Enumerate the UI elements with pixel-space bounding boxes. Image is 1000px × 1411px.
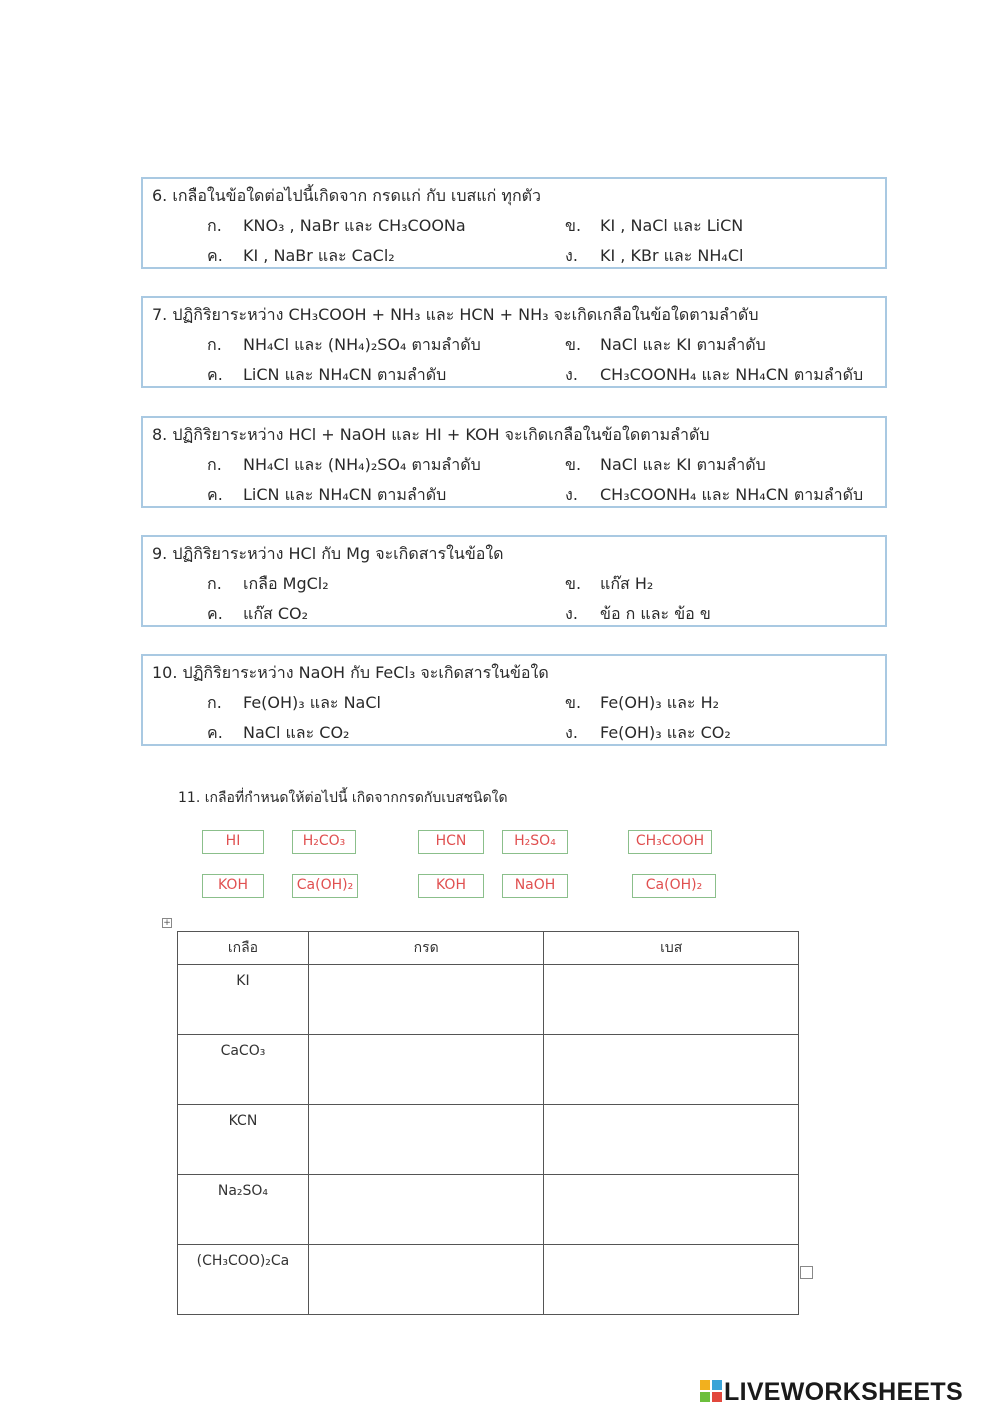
q6-option-d[interactable]: KI , KBr และ NH₄Cl [600,246,744,265]
q7-option-d[interactable]: CH₃COONH₄ และ NH₄CN ตามลำดับ [600,365,864,384]
brand-text: LIVEWORKSHEETS [724,1378,963,1406]
q10-option-c[interactable]: NaCl และ CO₂ [243,723,350,742]
table-resize-handle-icon[interactable] [800,1266,813,1279]
q10-option-a[interactable]: Fe(OH)₃ และ NaCl [243,693,381,712]
table-row [178,965,799,1035]
salt-cell: (CH₃COO)₂Ca [178,1245,309,1315]
question-7-box [141,296,887,388]
q8-option-a-label: ก. [207,455,222,474]
acid-drop-cell[interactable] [308,1105,544,1175]
q6-option-b[interactable]: KI , NaCl และ LiCN [600,216,744,235]
salt-cell: KCN [178,1105,309,1175]
q8-option-d[interactable]: CH₃COONH₄ และ NH₄CN ตามลำดับ [600,485,864,504]
q7-option-c-label: ค. [207,365,223,384]
table-row [178,1035,799,1105]
q7-option-a-label: ก. [207,335,222,354]
question-6-box [141,177,887,269]
acid-drop-cell[interactable] [308,1245,544,1315]
q7-option-b-label: ข. [565,335,582,354]
q8-option-c[interactable]: LiCN และ NH₄CN ตามลำดับ [243,485,447,504]
base-chip-koh-2[interactable]: KOH [418,874,484,898]
salt-cell: CaCO₃ [178,1035,309,1105]
q9-option-b[interactable]: แก๊ส H₂ [600,574,654,593]
salt-cell: Na₂SO₄ [178,1175,309,1245]
base-chip-caoh2-2[interactable]: Ca(OH)₂ [632,874,716,898]
q9-option-c-label: ค. [207,604,223,623]
q10-option-b-label: ข. [565,693,582,712]
acid-drop-cell[interactable] [308,1175,544,1245]
base-chip-naoh[interactable]: NaOH [502,874,568,898]
question-9-box [141,535,887,627]
acid-chip-h2co3[interactable]: H₂CO₃ [292,830,356,854]
q7-option-d-label: ง. [565,365,578,384]
q8-option-d-label: ง. [565,485,578,504]
question-9-stem: 9. ปฏิกิริยาระหว่าง HCl กับ Mg จะเกิดสารในข้อใด [152,544,504,563]
salt-cell: KI [178,965,309,1035]
question-8-stem: 8. ปฏิกิริยาระหว่าง HCl + NaOH และ HI + KOH จะเกิดเกลือในข้อใดตามลำดับ [152,425,710,444]
q10-option-c-label: ค. [207,723,223,742]
base-chip-koh-1[interactable]: KOH [202,874,264,898]
acid-chip-hi[interactable]: HI [202,830,264,854]
q9-option-b-label: ข. [565,574,582,593]
q7-option-c[interactable]: LiCN และ NH₄CN ตามลำดับ [243,365,447,384]
acid-drop-cell[interactable] [308,965,544,1035]
base-drop-cell[interactable] [544,1175,799,1245]
q6-option-c[interactable]: KI , NaBr และ CaCl₂ [243,246,395,265]
q8-option-b-label: ข. [565,455,582,474]
q9-option-c[interactable]: แก๊ส CO₂ [243,604,309,623]
q9-option-d[interactable]: ข้อ ก และ ข้อ ข [600,604,711,623]
q7-option-a[interactable]: NH₄Cl และ (NH₄)₂SO₄ ตามลำดับ [243,335,481,354]
q10-option-d[interactable]: Fe(OH)₃ และ CO₂ [600,723,731,742]
question-6-stem: 6. เกลือในข้อใดต่อไปนี้เกิดจาก กรดแก่ กับ เบสแก่ ทุกตัว [152,186,542,205]
base-drop-cell[interactable] [544,1035,799,1105]
q10-option-d-label: ง. [565,723,578,742]
acid-chip-ch3cooh[interactable]: CH₃COOH [628,830,712,854]
table-move-handle-icon[interactable]: + [163,918,171,928]
q8-option-b[interactable]: NaCl และ KI ตามลำดับ [600,455,766,474]
q8-option-c-label: ค. [207,485,223,504]
table-row [178,1105,799,1175]
q6-option-b-label: ข. [565,216,582,235]
table-row [178,1245,799,1315]
q10-option-a-label: ก. [207,693,222,712]
salt-acid-base-table [177,931,799,1315]
table-row [178,1175,799,1245]
q6-option-a[interactable]: KNO₃ , NaBr และ CH₃COONa [243,216,466,235]
q10-option-b[interactable]: Fe(OH)₃ และ H₂ [600,693,720,712]
q6-option-c-label: ค. [207,246,223,265]
question-11-title: 11. เกลือที่กำหนดให้ต่อไปนี้ เกิดจากกรดกับเบสชนิดใด [178,790,508,806]
acid-chip-hcn[interactable]: HCN [418,830,484,854]
acid-drop-cell[interactable] [308,1035,544,1105]
base-drop-cell[interactable] [544,1105,799,1175]
q6-option-a-label: ก. [207,216,222,235]
acid-chip-h2so4[interactable]: H₂SO₄ [502,830,568,854]
q9-option-a-label: ก. [207,574,222,593]
liveworksheets-logo-icon [700,1380,722,1402]
q6-option-d-label: ง. [565,246,578,265]
base-drop-cell[interactable] [544,965,799,1035]
question-7-stem: 7. ปฏิกิริยาระหว่าง CH₃COOH + NH₃ และ HCN + NH₃ จะเกิดเกลือในข้อใดตามลำดับ [152,305,759,324]
question-10-stem: 10. ปฏิกิริยาระหว่าง NaOH กับ FeCl₃ จะเกิดสารในข้อใด [152,663,549,682]
q9-option-d-label: ง. [565,604,578,623]
question-10-box [141,654,887,746]
q8-option-a[interactable]: NH₄Cl และ (NH₄)₂SO₄ ตามลำดับ [243,455,481,474]
q9-option-a[interactable]: เกลือ MgCl₂ [243,574,329,593]
q7-option-b[interactable]: NaCl และ KI ตามลำดับ [600,335,766,354]
header-base: เบส [544,932,799,965]
header-acid: กรด [308,932,544,965]
base-drop-cell[interactable] [544,1245,799,1315]
header-salt: เกลือ [178,932,309,965]
base-chip-caoh2-1[interactable]: Ca(OH)₂ [292,874,358,898]
question-8-box [141,416,887,508]
